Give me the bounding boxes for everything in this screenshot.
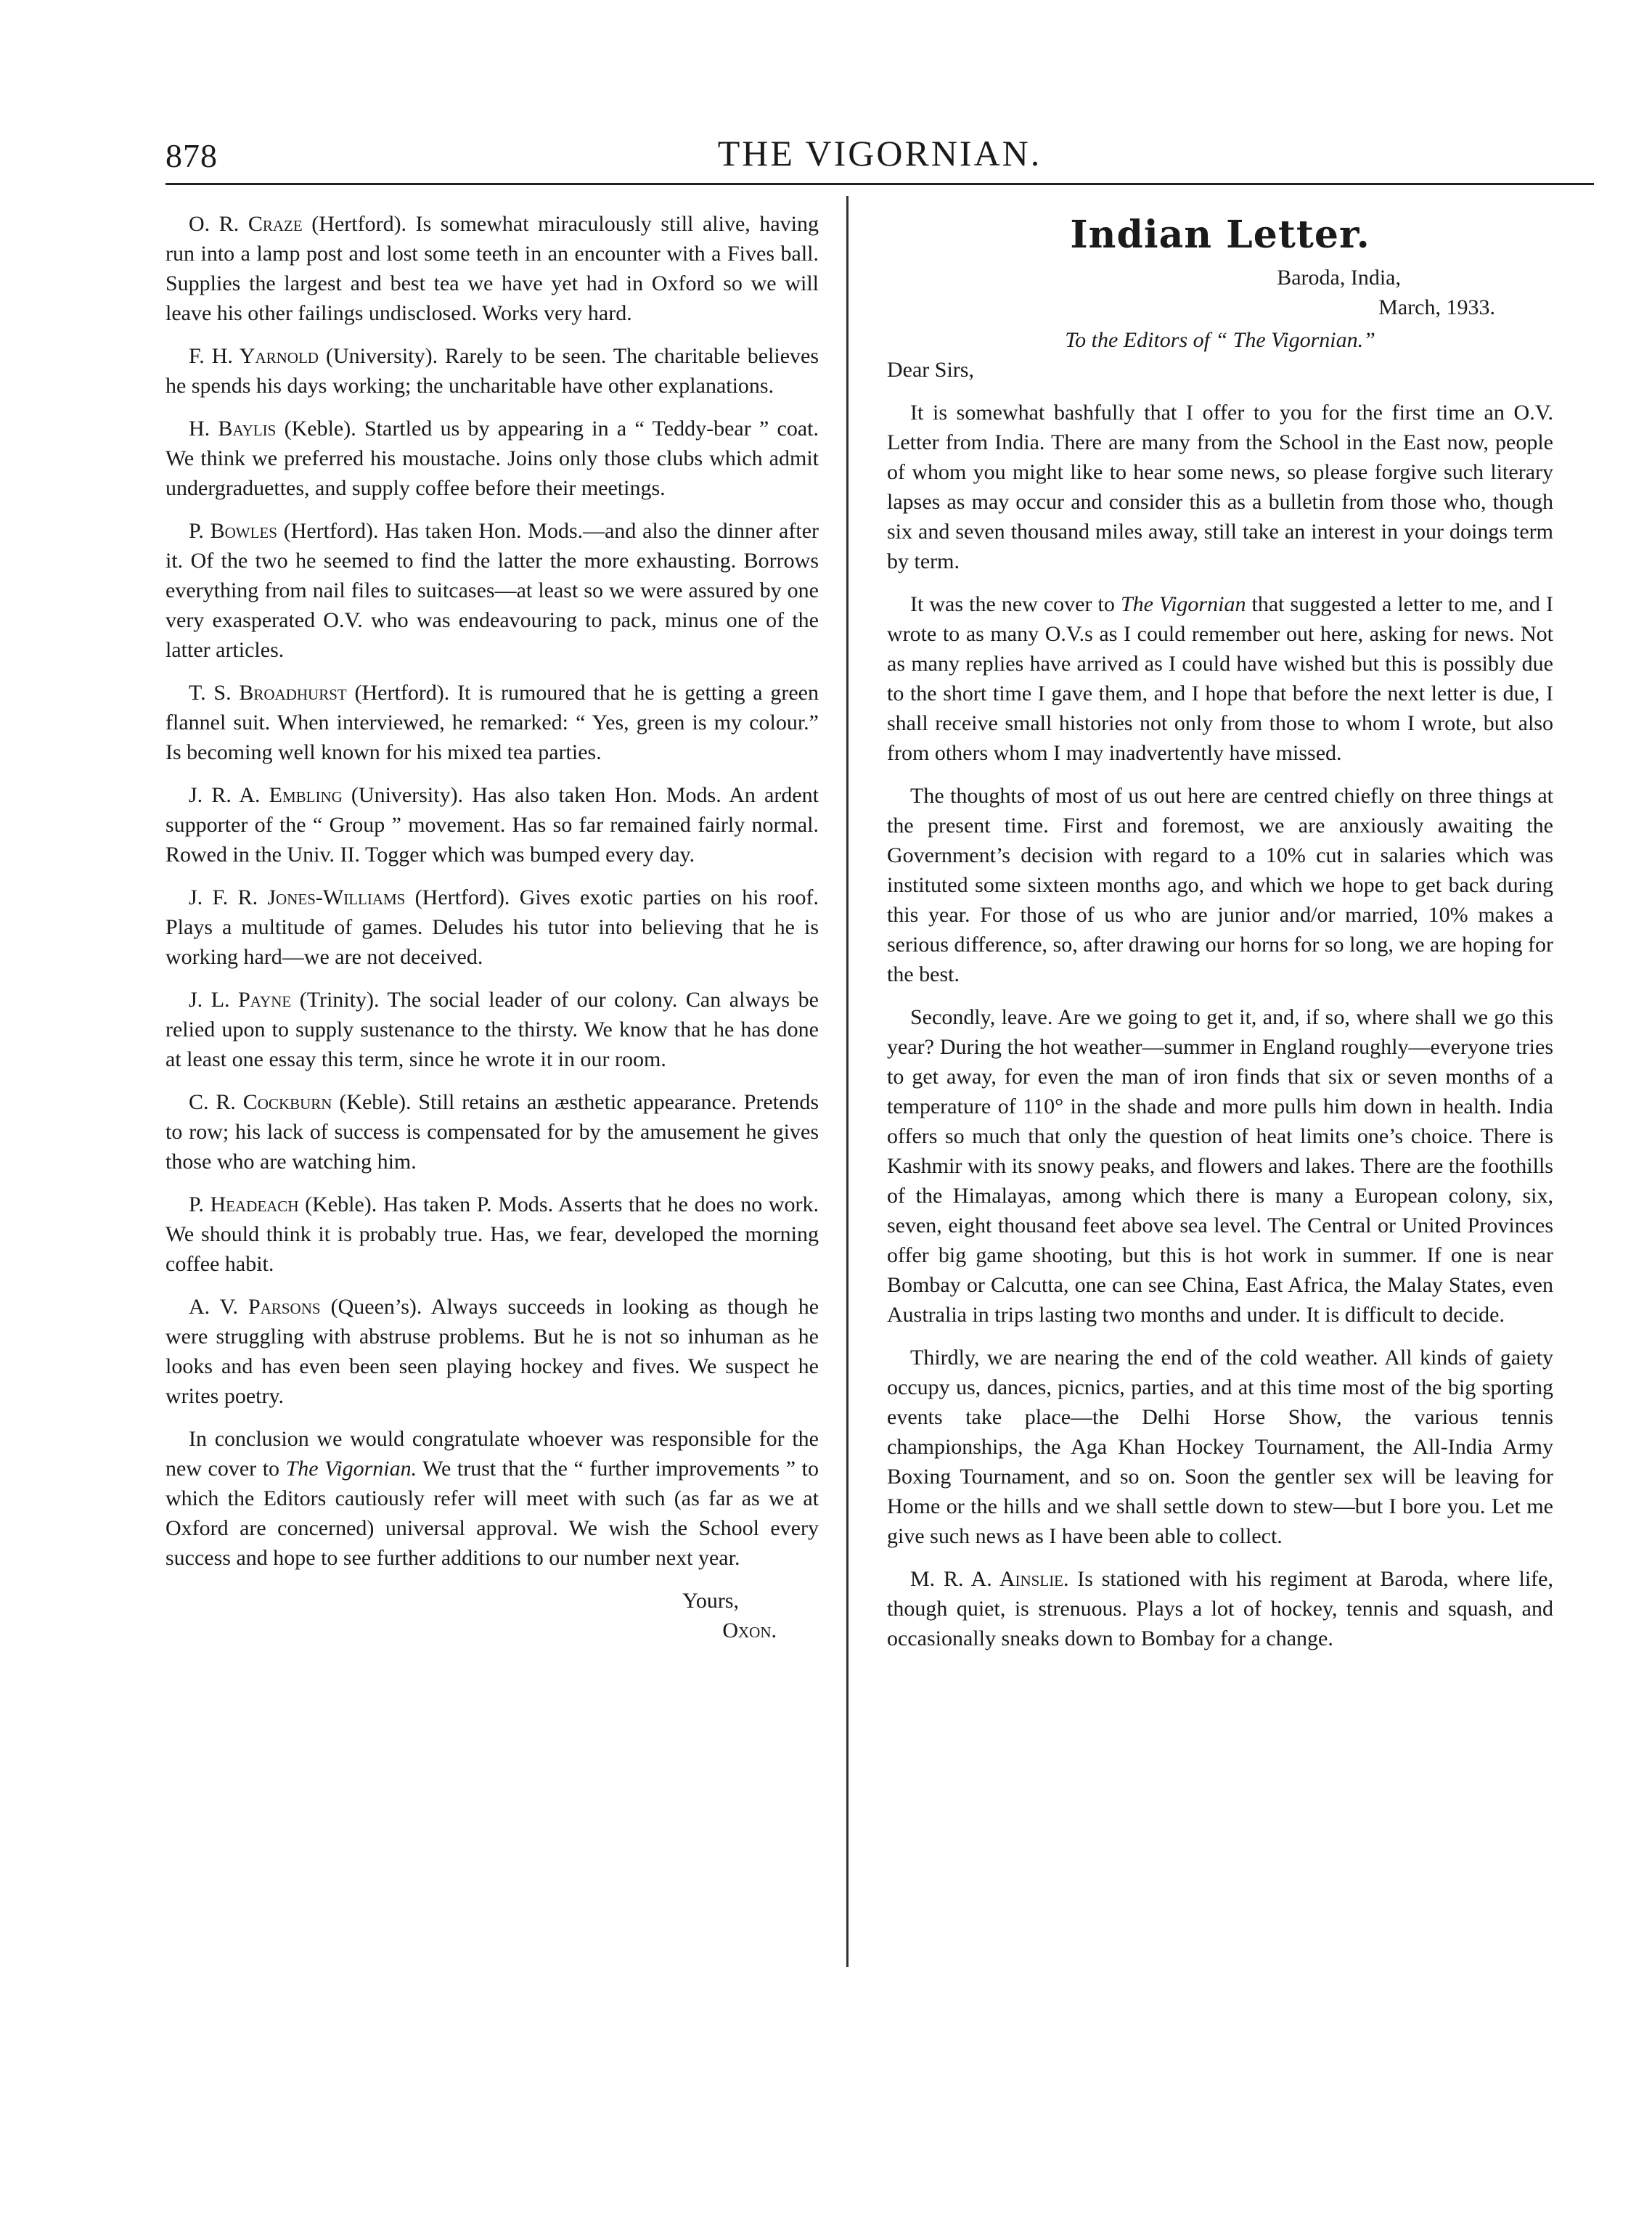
entry-text: (Hertford). It is rumoured that he is getting a green flannel suit. When interviewed, he remarked: “ Yes, green is my colour.” Is becoming well known for his mixed tea parties. xyxy=(165,681,819,764)
magazine-title: The Vigornian. xyxy=(285,1457,417,1481)
entry-paragraph xyxy=(887,1564,1553,1653)
letter-paragraph: Thirdly, we are nearing the end of the cold weather. All kinds of gaiety occupy us, dances, picnics, parties, and at this time most of the big sporting events take place—the Delhi Horse Show, the various tennis championships, the Aga Khan Hockey Tournament, the All-India Army Boxing Tournament, and so on. Soon the gentler sex will be leaving for Home or the hills and we shall settle down to stew—but I bore you. Let me give such news as I have been able to collect. xyxy=(887,1346,1553,1548)
signoff xyxy=(165,1586,819,1645)
salutation: Dear Sirs, xyxy=(887,358,974,382)
entry-paragraph xyxy=(165,883,819,972)
entry-text: (Hertford). Gives exotic parties on his roof. Plays a multitude of games. Deludes his tutor into believing that he is working hard—we are not deceived. xyxy=(165,885,819,969)
page-header xyxy=(165,132,1594,183)
signoff-yours: Yours, xyxy=(682,1589,739,1613)
entry-text: Is stationed with his regiment at Baroda, where life, though quiet, is strenuous. Plays a lot of hockey, tennis and squash, and occasionally sneaks down to Bombay for a change. xyxy=(887,1567,1553,1650)
left-column xyxy=(165,209,819,1645)
entry-name: C. R. Cockburn xyxy=(189,1090,332,1114)
letter-paragraph: The thoughts of most of us out here are centred chiefly on three things at the present time. First and foremost, we are anxiously awaiting the Government’s decision with regard to a 10% cut in salaries which was instituted some sixteen months ago, and which we hope to get back during this year. For those of us who are junior and/or married, 10% makes a serious difference, so, after drawing our horns for so long, we are hoping for the best. xyxy=(887,784,1553,986)
entry-name: H. Baylis xyxy=(189,417,277,441)
entry-paragraph xyxy=(165,341,819,401)
entry-text: (Keble). Startled us by appearing in a “ Teddy-bear ” coat. We think we preferred his moustache. Joins only those clubs which admit undergraduettes, and supply coffee before their meetings. xyxy=(165,417,819,500)
entry-text: (Queen’s). Always succeeds in looking as though he were struggling with abstruse problems. But he is not so inhuman as he looks and has even been seen playing hockey and fives. We suspect he writes poetry. xyxy=(165,1295,819,1408)
entry-text: (Hertford). Has taken Hon. Mods.—and also the dinner after it. Of the two he seemed to find the latter the more exhausting. Borrows everything from nail files to suitcases—at least so we were assured by one very exasperated O.V. who was endeavouring to pack, minus one of the latter articles. xyxy=(165,519,819,662)
letter-title: Indian Letter. xyxy=(1070,213,1370,257)
entry-text: (Keble). Has taken P. Mods. Asserts that he does no work. We should think it is probably true. Has, we fear, developed the morning coffee habit. xyxy=(165,1192,819,1276)
magazine-title: The Vigornian xyxy=(1120,592,1246,616)
entry-paragraph xyxy=(165,209,819,328)
entry-paragraph xyxy=(165,985,819,1074)
letter-addressee: To the Editors of “ The Vigornian.” xyxy=(1065,328,1375,352)
letter-paragraph: It was the new cover to The Vigornian that suggested a letter to me, and I wrote to as many O.V.s as I could remember out here, asking for news. Not as many replies have arrived as I could have wished but this is possibly due to the short time I gave them, and I hope that before the next letter is due, I shall receive small histories not only from those to whom I wrote, but also from others whom I may inadvertently have missed. xyxy=(887,592,1553,765)
entry-name: T. S. Broadhurst xyxy=(189,681,347,705)
entry-name: A. V. Parsons xyxy=(189,1295,321,1319)
entry-paragraph xyxy=(165,678,819,767)
entry-name: P. Headeach xyxy=(189,1192,299,1216)
entry-text: (Trinity). The social leader of our colony. Can always be relied upon to supply sustenance to the thirsty. We know that he has done at least one essay this term, since he wrote it in our room. xyxy=(165,988,819,1071)
entry-name: O. R. Craze xyxy=(189,212,303,236)
entry-name: M. R. A. Ainslie. xyxy=(910,1567,1069,1591)
right-column xyxy=(887,209,1553,1666)
conclusion-paragraph: In conclusion we would congratulate whoever was responsible for the new cover to The Vigornian. We trust that the “ further improvements ” to which the Editors cautiously refer will meet with such (as far as we at Oxford are concerned) universal approval. We wish the School every success and hope to see further additions to our number next year. xyxy=(165,1427,819,1570)
entry-paragraph xyxy=(165,1190,819,1279)
letter-place: Baroda, India, xyxy=(1277,266,1401,290)
entry-text: (University). Has also taken Hon. Mods. An ardent supporter of the “ Group ” movement. Has so far remained fairly normal. Rowed in the Univ. II. Togger which was bumped every day. xyxy=(165,783,819,867)
running-title: THE VIGORNIAN. xyxy=(717,133,1042,173)
entry-name: J. R. A. Embling xyxy=(189,783,343,807)
entry-paragraph xyxy=(165,1292,819,1411)
entry-text: (University). Rarely to be seen. The charitable believes he spends his days working; the uncharitable have other explanations. xyxy=(165,344,819,398)
entry-paragraph xyxy=(165,1087,819,1176)
column-divider xyxy=(846,196,849,1967)
entry-name: J. L. Payne xyxy=(189,988,292,1012)
signoff-name: Oxon. xyxy=(722,1619,777,1642)
entry-paragraph xyxy=(165,516,819,665)
entry-text: (Keble). Still retains an æsthetic appearance. Pretends to row; his lack of success is compensated for by the amusement he gives those who are watching him. xyxy=(165,1090,819,1174)
letter-date: March, 1933. xyxy=(1378,295,1495,319)
header-rule xyxy=(165,183,1594,185)
entry-name: F. H. Yarnold xyxy=(189,344,319,368)
page-number: 878 xyxy=(165,137,218,174)
letter-paragraph: Secondly, leave. Are we going to get it, and, if so, where shall we go this year? During the hot weather—summer in England roughly—everyone tries to get away, for even the man of iron finds that six or seven months of a temperature of 110° in the shade and more pulls him down in health. India offers so much that only the question of heat limits one’s choice. There is Kashmir with its snowy peaks, and flowers and lakes. There are the foothills of the Himalayas, among which there is many a European colony, six, seven, eight thousand feet above sea level. The Central or United Provinces offer big game shooting, but this is hot work in summer. If one is near Bombay or Calcutta, one can see China, East Africa, the Malay States, even Australia in trips lasting two months and under. It is difficult to decide. xyxy=(887,1005,1553,1327)
entry-paragraph xyxy=(165,414,819,503)
letter-paragraph: It is somewhat bashfully that I offer to you for the first time an O.V. Letter from India. There are many from the School in the East now, people of whom you might like to hear some news, so please forgive such literary lapses as may occur and consider this as a bulletin from those who, though six and seven thousand miles away, still take an interest in your doings term by term. xyxy=(887,401,1553,573)
entry-name: J. F. R. Jones-Williams xyxy=(189,885,406,909)
entry-name: P. Bowles xyxy=(189,519,277,543)
entry-text: (Hertford). Is somewhat miraculously still alive, having run into a lamp post and lost some teeth in an encounter with a Fives ball. Supplies the largest and best tea we have yet had in Oxford so we will leave his other failings undisclosed. Works very hard. xyxy=(165,212,819,325)
entry-paragraph xyxy=(165,780,819,869)
